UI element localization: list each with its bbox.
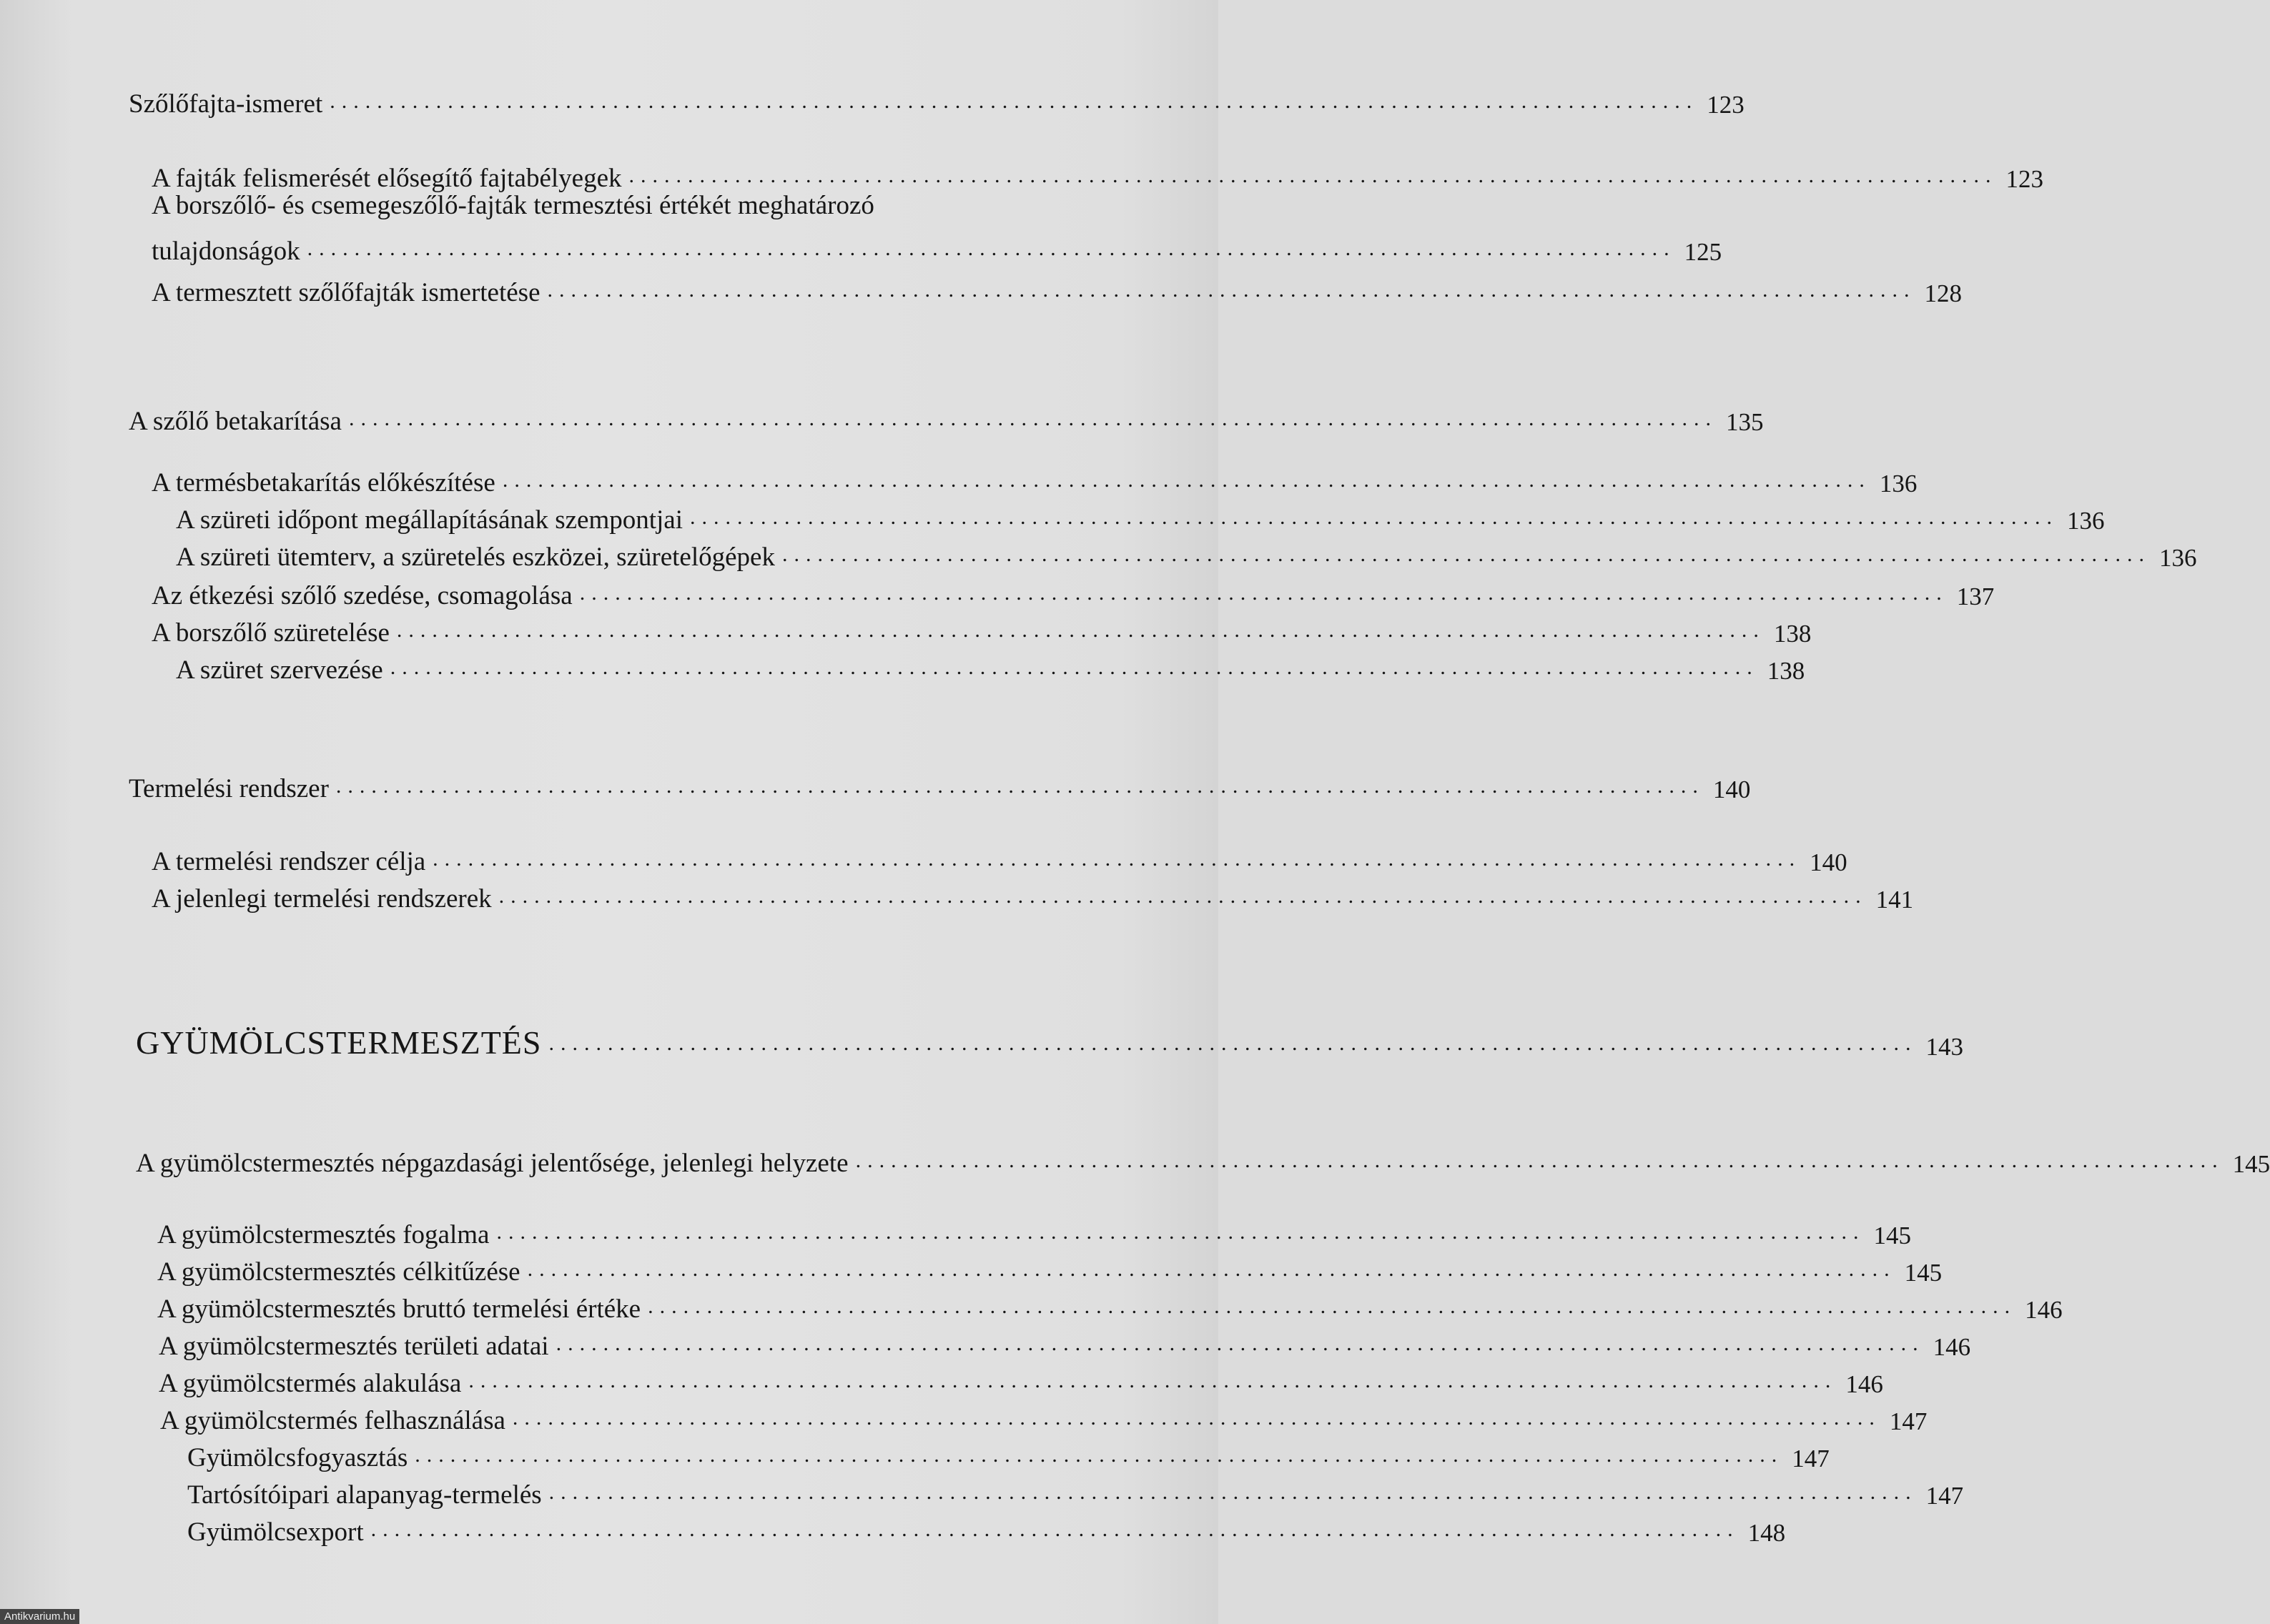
toc-entry-title: A gyümölcstermesztés területi adatai (159, 1331, 549, 1361)
toc-entry-title: A gyümölcstermés felhasználása (160, 1405, 505, 1435)
toc-entry-title: A szüret szervezése (176, 655, 383, 685)
toc-entry (152, 609, 1812, 649)
toc-entry (187, 1434, 1830, 1474)
toc-entry-page: 125 (1684, 238, 1722, 266)
toc-entry-title: A szőlő betakarítása (129, 406, 342, 436)
toc-entry-page: 137 (1956, 583, 1995, 610)
toc-entry-title: A gyümölcstermesztés bruttó termelési értéke (157, 1294, 641, 1324)
toc-entry-page: 128 (1924, 279, 1962, 307)
leader-dots: .................................................................................................................... (498, 884, 1867, 908)
leader-dots: .................................................................................................................... (468, 1369, 1837, 1392)
toc-entry-page: 123 (2005, 165, 2044, 193)
toc-entry-title: Termelési rendszer (129, 773, 329, 803)
toc-entry (159, 1322, 1971, 1362)
toc-entry-szolofajta-ismeret (129, 80, 1745, 120)
toc-entry-title: Szőlőfajta-ismeret (129, 89, 323, 119)
leader-dots: .................................................................................................................... (527, 1257, 1896, 1281)
toc-entry (176, 533, 2197, 573)
toc-entry-page: 136 (1879, 470, 1918, 497)
toc-entry (159, 1360, 1883, 1400)
leader-dots: .................................................................................................................... (370, 1517, 1739, 1541)
toc-entry-title: A gyümölcstermés alakulása (159, 1368, 462, 1398)
leader-dots: .................................................................................................................... (628, 164, 1998, 187)
toc-entry-page: 140 (1712, 776, 1751, 803)
leader-dots: .................................................................................................................... (396, 618, 1765, 642)
toc-entry (152, 227, 1722, 267)
toc-entry-page: 145 (1873, 1222, 1911, 1249)
toc-entry-page: 146 (1933, 1333, 1971, 1361)
leader-dots: .................................................................................................................... (548, 1480, 1918, 1504)
leader-dots: .................................................................................................................... (433, 847, 1802, 871)
toc-entry-title: A gyümölcstermesztés célkitűzése (157, 1257, 520, 1287)
toc-entry-title-line1: A borszőlő- és csemegeszőlő-fajták termesztési értékét meghatározó (152, 191, 874, 220)
toc-entry-page: 147 (1792, 1445, 1830, 1472)
toc-entry-termelesi-rendszer (129, 765, 1751, 805)
toc-entry-page: 123 (1707, 91, 1745, 119)
toc-entry-title: A termelési rendszer célja (152, 846, 426, 876)
leader-dots: .................................................................................................................... (556, 1332, 1925, 1355)
toc-entry-szolo-betakaritasa (129, 397, 1764, 437)
toc-entry-title: A szüreti időpont megállapításának szempontjai (176, 505, 683, 535)
toc-entry (160, 1397, 1928, 1437)
leader-dots: .................................................................................................................... (689, 505, 2058, 529)
toc-entry-title: A szüreti ütemterv, a szüretelés eszközei, szüretelőgépek (176, 542, 775, 572)
toc-entry (157, 1248, 1943, 1288)
toc-entry-page: 138 (1767, 657, 1805, 685)
toc-entry-title: A borszőlő szüretelése (152, 618, 390, 648)
toc-entry-page: 143 (1925, 1033, 1963, 1061)
leader-dots: .................................................................................................................... (330, 89, 1699, 113)
toc-entry-page: 136 (2066, 507, 2105, 535)
toc-entry (152, 572, 1995, 612)
watermark: Antikvarium.hu (0, 1609, 79, 1624)
toc-entry-title: Tartósítóipari alapanyag-termelés (187, 1480, 542, 1510)
toc-entry (176, 646, 1805, 686)
leader-dots: .................................................................................................................... (781, 543, 2151, 566)
toc-entry-gyumolcstermesztes-jelentosege (136, 1139, 2270, 1179)
toc-entry (187, 1508, 1786, 1548)
toc-entry-page: 147 (1925, 1482, 1964, 1510)
leader-dots: .................................................................................................................... (648, 1294, 2017, 1318)
toc-entry (152, 154, 2044, 194)
leader-dots: .................................................................................................................... (415, 1443, 1784, 1467)
leader-dots: .................................................................................................................... (335, 774, 1704, 798)
toc-entry-title: A jelenlegi termelési rendszerek (152, 883, 492, 914)
toc-entry-page: 136 (2158, 544, 2197, 572)
leader-dots: .................................................................................................................... (548, 1031, 1918, 1055)
toc-entry (152, 838, 1847, 878)
toc-entry-page: 138 (1773, 620, 1812, 648)
toc-entry (152, 459, 1918, 499)
toc-entry (157, 1285, 2063, 1325)
toc-entry (187, 1471, 1964, 1511)
toc-entry-page: 146 (1845, 1370, 1883, 1398)
toc-part-heading (136, 1015, 1963, 1062)
toc-entry-page: 148 (1747, 1519, 1786, 1547)
toc-entry-title: A gyümölcstermesztés fogalma (157, 1219, 490, 1249)
toc-entry-title-line2: tulajdonságok (152, 236, 300, 266)
toc-entry-page: 140 (1810, 848, 1847, 876)
toc-entry-title: Gyümölcsfogyasztás (187, 1442, 408, 1472)
leader-dots: .................................................................................................................... (307, 237, 1676, 260)
toc-entry-title: Az étkezési szőlő szedése, csomagolása (152, 580, 573, 610)
leader-dots: .................................................................................................................... (855, 1149, 2224, 1172)
leader-dots: .................................................................................................................... (348, 407, 1717, 430)
leader-dots: .................................................................................................................... (390, 655, 1759, 679)
toc-entry-page: 135 (1725, 408, 1764, 436)
toc-entry (157, 1211, 1911, 1251)
part-title: GYÜMÖLCSTERMESZTÉS (136, 1024, 542, 1061)
toc-entry-page: 145 (2232, 1150, 2270, 1178)
toc-entry-page: 147 (1889, 1407, 1928, 1435)
toc-entry-page: 146 (2025, 1296, 2063, 1324)
toc-entry-page: 145 (1904, 1259, 1943, 1287)
toc-entry-title: A fajták felismerését elősegítő fajtabélyegek (152, 163, 622, 193)
toc-entry (152, 875, 1914, 915)
leader-dots: .................................................................................................................... (512, 1406, 1881, 1430)
toc-entry-title: Gyümölcsexport (187, 1517, 364, 1547)
leader-dots: .................................................................................................................... (579, 581, 1948, 605)
toc-entry (176, 496, 2105, 536)
toc-entry (152, 269, 1962, 309)
leader-dots: .................................................................................................................... (502, 468, 1871, 492)
toc-entry-title: A gyümölcstermesztés népgazdasági jelentősége, jelenlegi helyzete (136, 1148, 849, 1178)
leader-dots: .................................................................................................................... (496, 1220, 1865, 1244)
toc-entry-title: A termesztett szőlőfajták ismertetése (152, 277, 541, 307)
toc-entry-page: 141 (1875, 886, 1914, 914)
toc-entry-title: A termésbetakarítás előkészítése (152, 467, 495, 497)
leader-dots: .................................................................................................................... (547, 278, 1916, 302)
